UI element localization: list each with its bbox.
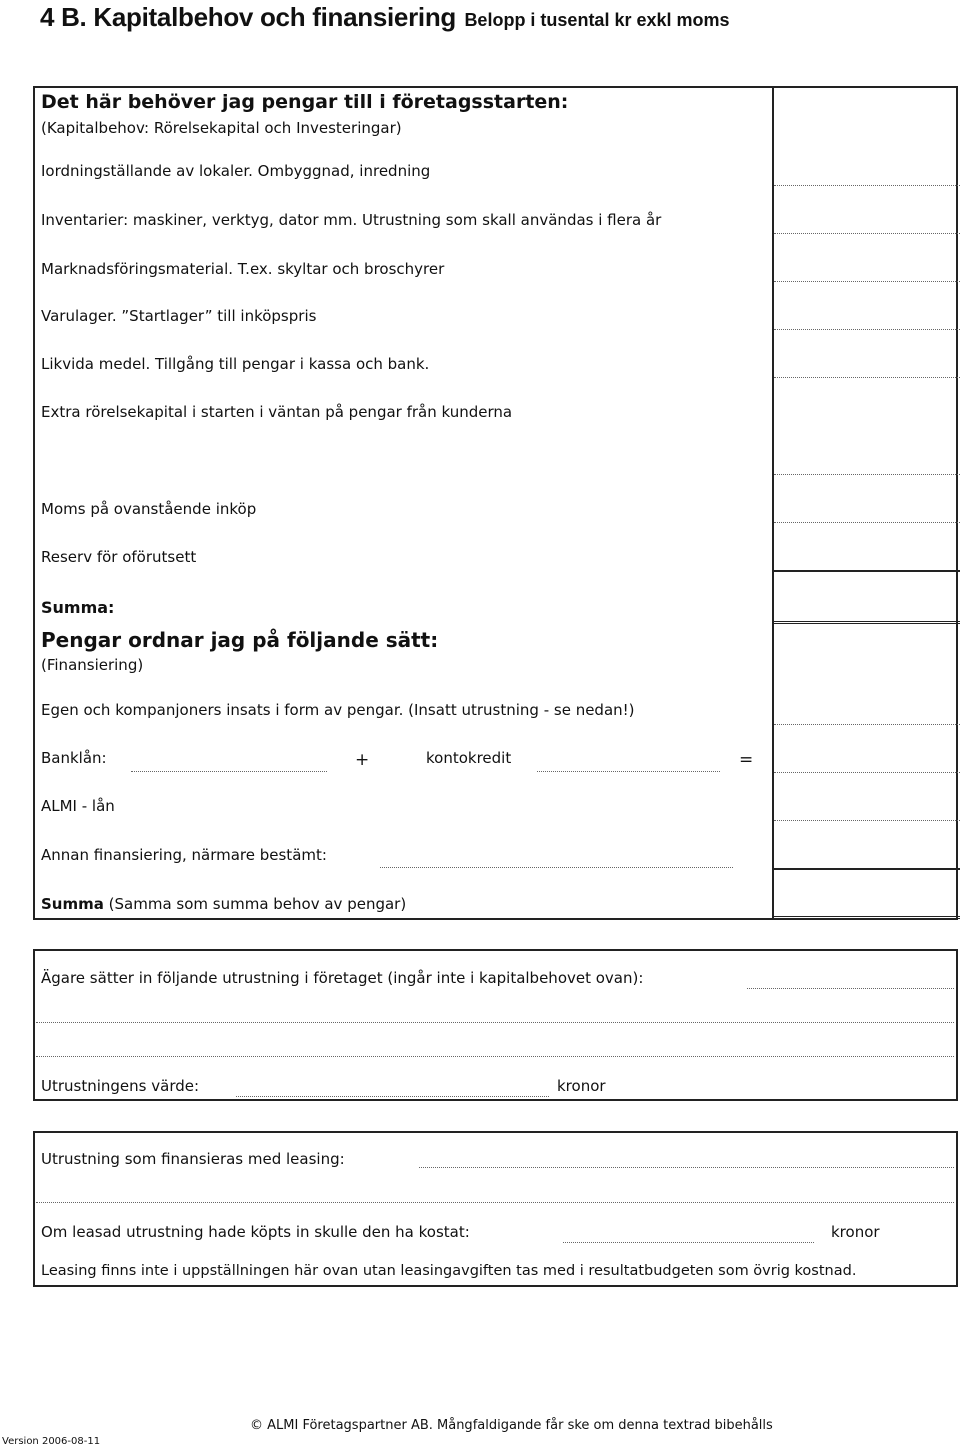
- leasing-cost-input[interactable]: [563, 1242, 814, 1243]
- amount-field-inventory[interactable]: [774, 329, 960, 330]
- need-item-equipment: Inventarier: maskiner, verktyg, dator mm. Utrustning som skall användas i flera år: [41, 211, 662, 229]
- equipment-line-3[interactable]: [36, 1056, 954, 1057]
- financing-sum: [41, 895, 406, 913]
- need-item-working-capital: Extra rörelsekapital i starten i väntan på pengar från kunderna: [41, 403, 513, 421]
- amount-field-almi-loan[interactable]: [774, 820, 960, 821]
- other-financing-input[interactable]: [380, 867, 733, 868]
- financing-bank-loan-label: Banklån:: [41, 749, 107, 767]
- financing-subheading: (Finansiering): [41, 656, 144, 674]
- amount-field-bank-loan[interactable]: [774, 772, 960, 773]
- financing-own-capital: Egen och kompanjoners insats i form av pengar. (Insatt utrustning - se nedan!): [41, 701, 635, 719]
- need-item-vat: Moms på ovanstående inköp: [41, 500, 257, 518]
- amount-field-marketing[interactable]: [774, 281, 960, 282]
- amount-field-liquid-funds[interactable]: [774, 377, 960, 378]
- footer-copyright: © ALMI Företagspartner AB. Mångfaldigande får ske om denna textrad bibehålls: [250, 1418, 773, 1433]
- amount-field-other[interactable]: [774, 868, 960, 870]
- amount-field-reserve[interactable]: [774, 570, 960, 572]
- equipment-owner-text: Ägare sätter in följande utrustning i företaget (ingår inte i kapitalbehovet ovan):: [41, 969, 644, 987]
- needs-subheading: (Kapitalbehov: Rörelsekapital och Investeringar): [41, 119, 402, 137]
- page-subtitle: Belopp i tusental kr exkl moms: [464, 10, 730, 30]
- need-item-marketing: Marknadsföringsmaterial. T.ex. skyltar och broschyrer: [41, 260, 445, 278]
- financing-sum-bold: Summa: [41, 895, 104, 913]
- plus-sign: +: [355, 750, 370, 770]
- amount-field-own-capital[interactable]: [774, 724, 960, 725]
- leasing-note: Leasing finns inte i uppställningen här ovan utan leasingavgiften tas med i resultatbudgeten som övrig kostnad.: [41, 1263, 857, 1279]
- financing-other: Annan finansiering, närmare bestämt:: [41, 846, 327, 864]
- page-title: [40, 2, 730, 33]
- equals-sign: =: [739, 750, 754, 770]
- amount-field-premises[interactable]: [774, 185, 960, 186]
- amount-field-equipment[interactable]: [774, 233, 960, 234]
- amount-column-divider: [772, 86, 774, 920]
- equipment-value-unit: kronor: [557, 1077, 606, 1095]
- needs-heading: Det här behöver jag pengar till i företagsstarten:: [41, 91, 569, 113]
- financing-almi-loan: ALMI - lån: [41, 797, 115, 815]
- financing-heading: Pengar ordnar jag på följande sätt:: [41, 628, 439, 652]
- equipment-value-label: Utrustningens värde:: [41, 1077, 200, 1095]
- need-item-inventory: Varulager. ”Startlager” till inköpspris: [41, 307, 317, 325]
- amount-field-vat[interactable]: [774, 522, 960, 523]
- bank-loan-input[interactable]: [131, 771, 327, 772]
- leasing-label: Utrustning som finansieras med leasing:: [41, 1150, 345, 1168]
- overdraft-label: kontokredit: [426, 749, 512, 767]
- need-item-liquid-funds: Likvida medel. Tillgång till pengar i kassa och bank.: [41, 355, 430, 373]
- equipment-owner-input[interactable]: [747, 988, 954, 989]
- amount-field-needs-sum[interactable]: [774, 621, 960, 624]
- overdraft-input[interactable]: [537, 771, 720, 772]
- financing-sum-note: (Samma som summa behov av pengar): [108, 895, 407, 913]
- need-item-reserve: Reserv för oförutsett: [41, 548, 197, 566]
- equipment-line-2[interactable]: [36, 1022, 954, 1023]
- leasing-line-2[interactable]: [36, 1202, 954, 1203]
- footer-version: Version 2006-08-11: [2, 1436, 101, 1447]
- amount-field-working-capital[interactable]: [774, 474, 960, 475]
- leasing-cost-label: Om leasad utrustning hade köpts in skulle den ha kostat:: [41, 1223, 470, 1241]
- need-item-premises: Iordningställande av lokaler. Ombyggnad, inredning: [41, 162, 431, 180]
- leasing-cost-unit: kronor: [831, 1223, 880, 1241]
- equipment-value-input[interactable]: [236, 1096, 549, 1097]
- page-title-main: 4 B. Kapitalbehov och finansiering: [40, 2, 456, 32]
- needs-sum-label: Summa:: [41, 598, 115, 617]
- amount-field-financing-sum[interactable]: [774, 916, 960, 919]
- leasing-input[interactable]: [419, 1167, 954, 1168]
